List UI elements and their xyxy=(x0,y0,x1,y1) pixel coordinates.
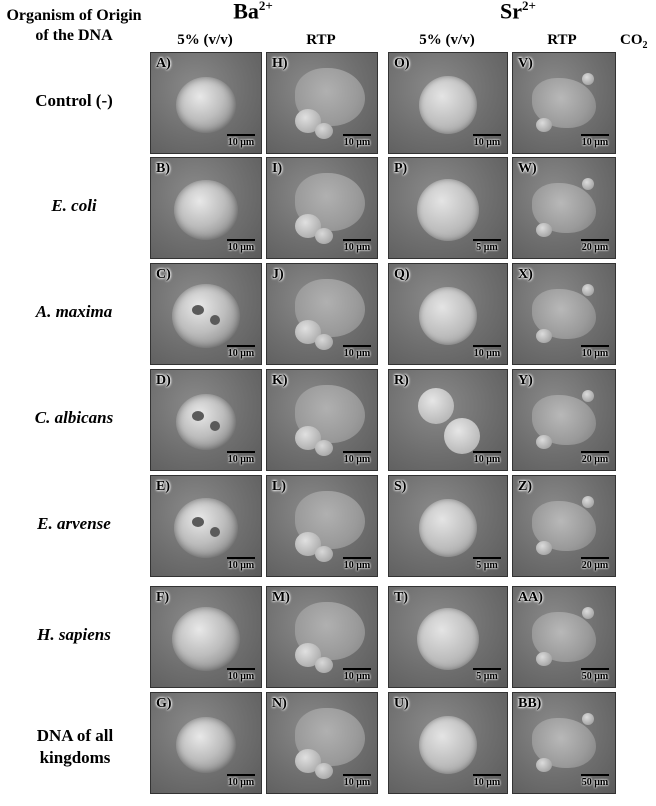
scale-bar xyxy=(581,668,609,682)
sem-image-panel xyxy=(512,369,616,471)
panel-label: V) xyxy=(518,56,533,71)
panel-label: Z) xyxy=(518,479,532,494)
particle-shape xyxy=(444,418,480,454)
scale-bar xyxy=(343,451,371,465)
scale-bar-text: 10 μm xyxy=(227,137,255,148)
panel-label: AA) xyxy=(518,590,543,605)
col-header-sr-rtp: RTP xyxy=(547,32,577,48)
sem-image-panel xyxy=(388,52,508,154)
particle-shape xyxy=(210,527,220,537)
particle-shape xyxy=(315,763,333,779)
particle-shape xyxy=(536,541,552,555)
sem-image-panel xyxy=(512,475,616,577)
panel-label: N) xyxy=(272,696,287,711)
panel-label: C) xyxy=(156,267,171,282)
strontium-charge: 2+ xyxy=(522,0,536,13)
scale-bar-text: 10 μm xyxy=(343,242,371,253)
scale-bar-text: 10 μm xyxy=(343,137,371,148)
scale-bar-text: 5 μm xyxy=(476,560,498,571)
barium-label: Ba xyxy=(233,0,259,24)
scale-bar-line xyxy=(227,557,255,559)
panel-label: D) xyxy=(156,373,171,388)
particle-shape xyxy=(536,118,552,132)
scale-bar xyxy=(473,239,501,253)
particle-shape xyxy=(315,657,333,673)
sem-image-panel xyxy=(512,157,616,259)
row-label: DNA of all kingdoms xyxy=(36,726,114,767)
scale-bar xyxy=(227,345,255,359)
scale-bar xyxy=(343,668,371,682)
particle-shape xyxy=(419,76,477,134)
particle-shape xyxy=(419,716,477,774)
scale-bar xyxy=(473,134,501,148)
scale-bar xyxy=(473,668,501,682)
panel-label: F) xyxy=(156,590,170,605)
particle-shape xyxy=(417,608,479,670)
scale-bar-text: 10 μm xyxy=(343,671,371,682)
sem-image-panel xyxy=(150,369,262,471)
co2-subscript: 2 xyxy=(642,40,648,51)
scale-bar xyxy=(227,668,255,682)
scale-bar xyxy=(473,557,501,571)
scale-bar-line xyxy=(343,557,371,559)
scale-bar-line xyxy=(227,451,255,453)
panel-label: L) xyxy=(272,479,286,494)
scale-bar xyxy=(343,134,371,148)
scale-bar-line xyxy=(581,557,609,559)
scale-bar-text: 10 μm xyxy=(227,560,255,571)
scale-bar-line xyxy=(227,134,255,136)
scale-bar-text: 10 μm xyxy=(343,777,371,788)
panel-label: I) xyxy=(272,161,283,176)
co2-label xyxy=(620,32,648,51)
scale-bar-line xyxy=(473,345,501,347)
particle-shape xyxy=(582,713,594,725)
scale-bar-line xyxy=(227,345,255,347)
particle-shape xyxy=(315,546,333,562)
scale-bar xyxy=(343,345,371,359)
particle-shape xyxy=(315,440,333,456)
scale-bar-line xyxy=(343,134,371,136)
sem-image-panel xyxy=(150,586,262,688)
panel-label: H) xyxy=(272,56,288,71)
scale-bar-line xyxy=(581,239,609,241)
scale-bar-text: 20 μm xyxy=(581,242,609,253)
scale-bar-text: 20 μm xyxy=(581,454,609,465)
sem-image-panel xyxy=(512,263,616,365)
row-label: H. sapiens xyxy=(37,625,111,644)
row-label: E. coli xyxy=(51,196,97,215)
particle-shape xyxy=(192,411,204,421)
particle-shape xyxy=(419,287,477,345)
sem-image-panel xyxy=(266,475,378,577)
sem-image-panel xyxy=(150,475,262,577)
panel-label: S) xyxy=(394,479,407,494)
scale-bar-line xyxy=(343,239,371,241)
particle-shape xyxy=(418,388,454,424)
sem-image-panel xyxy=(150,157,262,259)
particle-shape xyxy=(192,305,204,315)
scale-bar-text: 50 μm xyxy=(581,671,609,682)
scale-bar xyxy=(581,134,609,148)
panel-label: G) xyxy=(156,696,172,711)
sem-image-panel xyxy=(388,263,508,365)
particle-shape xyxy=(536,652,552,666)
scale-bar-text: 10 μm xyxy=(343,348,371,359)
scale-bar-line xyxy=(473,451,501,453)
sem-image-panel xyxy=(266,157,378,259)
particle-shape xyxy=(582,73,594,85)
scale-bar-line xyxy=(227,774,255,776)
panel-label: Q) xyxy=(394,267,410,282)
particle-shape xyxy=(176,77,236,133)
sem-image-panel xyxy=(512,52,616,154)
scale-bar xyxy=(227,557,255,571)
scale-bar-text: 10 μm xyxy=(473,137,501,148)
row-label: E. arvense xyxy=(37,514,111,533)
panel-label: A) xyxy=(156,56,171,71)
panel-label: R) xyxy=(394,373,409,388)
scale-bar-text: 10 μm xyxy=(343,454,371,465)
sem-image-panel xyxy=(266,369,378,471)
sem-image-panel xyxy=(388,157,508,259)
scale-bar-text: 10 μm xyxy=(227,348,255,359)
particle-shape xyxy=(582,178,594,190)
scale-bar xyxy=(473,774,501,788)
scale-bar xyxy=(227,239,255,253)
scale-bar-text: 10 μm xyxy=(227,242,255,253)
particle-shape xyxy=(172,284,240,348)
particle-shape xyxy=(210,421,220,431)
sem-image-panel xyxy=(388,475,508,577)
sem-image-panel xyxy=(512,692,616,794)
strontium-label: Sr xyxy=(500,0,523,24)
row-title xyxy=(0,6,148,46)
panel-label: P) xyxy=(394,161,408,176)
scale-bar-text: 10 μm xyxy=(343,560,371,571)
scale-bar xyxy=(343,774,371,788)
scale-bar xyxy=(343,557,371,571)
row-label: A. maxima xyxy=(35,302,113,321)
row-label: C. albicans xyxy=(34,408,114,427)
sem-image-panel xyxy=(150,692,262,794)
particle-shape xyxy=(419,499,477,557)
sem-image-panel xyxy=(266,263,378,365)
scale-bar-text: 20 μm xyxy=(581,560,609,571)
particle-shape xyxy=(315,123,333,139)
particle-shape xyxy=(536,329,552,343)
scale-bar-line xyxy=(343,345,371,347)
scale-bar-line xyxy=(343,451,371,453)
panel-label: M) xyxy=(272,590,290,605)
scale-bar xyxy=(227,451,255,465)
scale-bar-line xyxy=(343,774,371,776)
panel-label: O) xyxy=(394,56,410,71)
scale-bar-text: 10 μm xyxy=(473,348,501,359)
sem-image-panel xyxy=(512,586,616,688)
scale-bar-line xyxy=(473,557,501,559)
scale-bar-text: 5 μm xyxy=(476,671,498,682)
scale-bar-line xyxy=(473,239,501,241)
scale-bar-line xyxy=(227,239,255,241)
col-header-ba-rtp: RTP xyxy=(306,32,336,48)
scale-bar-text: 10 μm xyxy=(227,671,255,682)
scale-bar-text: 10 μm xyxy=(227,777,255,788)
scale-bar-line xyxy=(473,668,501,670)
scale-bar xyxy=(227,774,255,788)
particle-shape xyxy=(174,498,238,558)
panel-label: B) xyxy=(156,161,170,176)
particle-shape xyxy=(536,435,552,449)
scale-bar xyxy=(581,239,609,253)
particle-shape xyxy=(315,334,333,350)
scale-bar-text: 10 μm xyxy=(581,137,609,148)
scale-bar-text: 10 μm xyxy=(227,454,255,465)
sem-image-panel xyxy=(266,692,378,794)
col-header-sr-5pct: 5% (v/v) xyxy=(419,32,475,48)
particle-shape xyxy=(192,517,204,527)
panel-label: K) xyxy=(272,373,288,388)
particle-shape xyxy=(582,607,594,619)
panel-label: T) xyxy=(394,590,408,605)
scale-bar-line xyxy=(343,668,371,670)
row-title-line2: of the DNA xyxy=(35,27,113,44)
scale-bar-line xyxy=(581,134,609,136)
particle-shape xyxy=(417,179,479,241)
particle-shape xyxy=(210,315,220,325)
scale-bar xyxy=(473,345,501,359)
scale-bar xyxy=(343,239,371,253)
sem-image-panel xyxy=(266,586,378,688)
barium-charge: 2+ xyxy=(258,0,273,13)
scale-bar xyxy=(473,451,501,465)
scale-bar-text: 5 μm xyxy=(476,242,498,253)
row-title-line1: Organism of Origin xyxy=(6,7,142,24)
barium-header xyxy=(178,0,328,24)
particle-shape xyxy=(172,607,240,671)
sem-image-panel xyxy=(388,586,508,688)
particle-shape xyxy=(315,228,333,244)
panel-label: BB) xyxy=(518,696,542,711)
scale-bar xyxy=(581,451,609,465)
scale-bar-text: 10 μm xyxy=(473,454,501,465)
co2-text: CO xyxy=(620,32,643,48)
scale-bar xyxy=(227,134,255,148)
particle-shape xyxy=(174,180,238,240)
scale-bar-line xyxy=(227,668,255,670)
row-label: Control (-) xyxy=(35,91,113,110)
scale-bar-line xyxy=(473,774,501,776)
scale-bar xyxy=(581,774,609,788)
particle-shape xyxy=(536,223,552,237)
panel-label: Y) xyxy=(518,373,533,388)
sem-image-panel xyxy=(266,52,378,154)
panel-label: W) xyxy=(518,161,537,176)
particle-shape xyxy=(536,758,552,772)
scale-bar-text: 50 μm xyxy=(581,777,609,788)
panel-label: E) xyxy=(156,479,170,494)
sem-image-panel xyxy=(150,52,262,154)
particle-shape xyxy=(582,284,594,296)
sem-image-panel xyxy=(150,263,262,365)
particle-shape xyxy=(176,717,236,773)
scale-bar-line xyxy=(581,345,609,347)
scale-bar-text: 10 μm xyxy=(581,348,609,359)
scale-bar xyxy=(581,345,609,359)
scale-bar-line xyxy=(581,451,609,453)
col-header-ba-5pct: 5% (v/v) xyxy=(177,32,233,48)
panel-label: X) xyxy=(518,267,533,282)
strontium-header xyxy=(428,0,608,24)
scale-bar-line xyxy=(581,668,609,670)
scale-bar-line xyxy=(473,134,501,136)
particle-shape xyxy=(176,394,236,450)
particle-shape xyxy=(582,390,594,402)
panel-label: J) xyxy=(272,267,284,282)
panel-label: U) xyxy=(394,696,409,711)
scale-bar-line xyxy=(581,774,609,776)
particle-shape xyxy=(582,496,594,508)
sem-image-panel xyxy=(388,369,508,471)
sem-image-panel xyxy=(388,692,508,794)
scale-bar-text: 10 μm xyxy=(473,777,501,788)
scale-bar xyxy=(581,557,609,571)
